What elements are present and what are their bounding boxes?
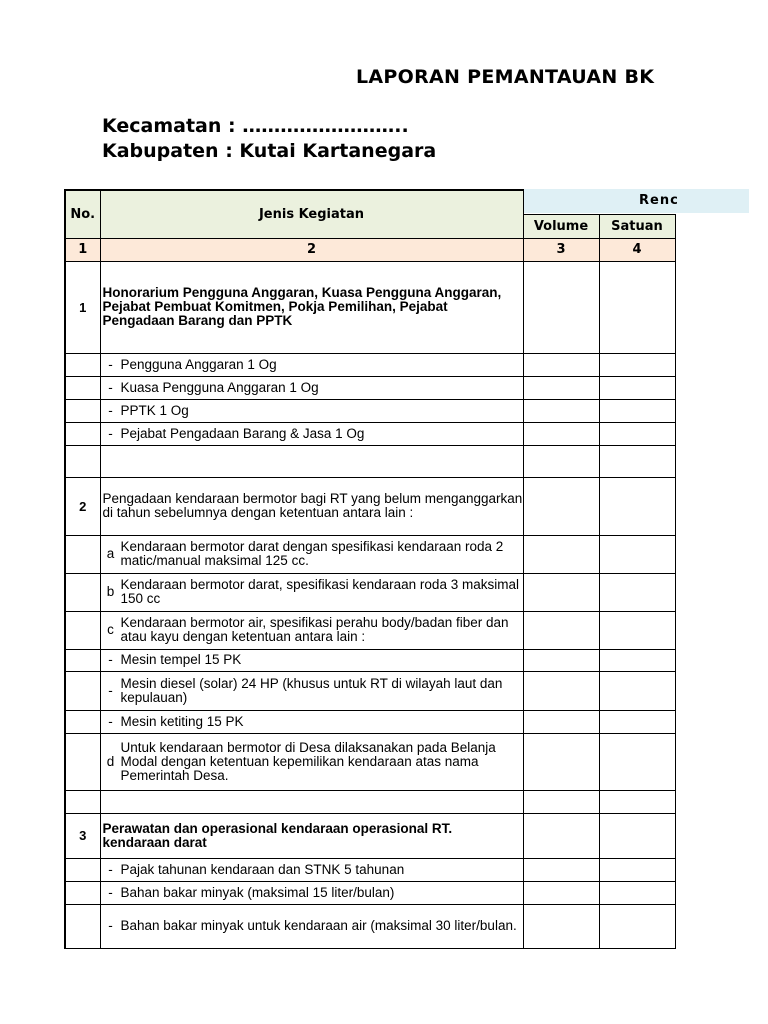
volume-cell	[523, 477, 599, 535]
header-satuan: Satuan	[599, 214, 675, 238]
header-rencana-cell	[523, 190, 675, 214]
satuan-cell	[599, 904, 675, 948]
item-text: Pengguna Anggaran 1 Og	[120, 356, 277, 372]
empty-cell	[100, 790, 523, 813]
volume-cell	[523, 261, 599, 353]
table-row	[65, 649, 675, 671]
satuan-cell	[599, 399, 675, 422]
item-text: PPTK 1 Og	[120, 402, 189, 418]
item-marker: -	[108, 402, 113, 418]
satuan-cell	[599, 376, 675, 399]
row-number	[65, 881, 100, 904]
satuan-cell	[599, 813, 675, 858]
table-row	[65, 399, 675, 422]
volume-cell	[523, 790, 599, 813]
kabupaten-label: Kabupaten : Kutai Kartanegara	[102, 140, 437, 162]
report-table	[64, 189, 676, 949]
row-number: 1	[65, 261, 100, 353]
item-text: Untuk kendaraan bermotor di Desa dilaksanakan pada Belanja Modal dengan ketentuan kepemilikan kendaraan atas nama Pemerintah Desa.	[120, 739, 496, 783]
column-number: 4	[599, 238, 675, 261]
row-number: 2	[65, 477, 100, 535]
item-marker: c	[107, 622, 114, 637]
activity-heading: Pengadaan kendaraan bermotor bagi RT yang belum menganggarkan di tahun sebelumnya dengan ketentuan antara lain :	[100, 477, 523, 535]
volume-cell	[523, 445, 599, 477]
volume-cell	[523, 573, 599, 611]
satuan-cell	[599, 790, 675, 813]
table-row	[65, 790, 675, 813]
row-number	[65, 671, 100, 710]
row-number	[65, 710, 100, 733]
activity-item	[100, 376, 523, 399]
column-number: 3	[523, 238, 599, 261]
activity-item	[100, 733, 523, 790]
activity-item	[100, 904, 523, 948]
row-number	[65, 649, 100, 671]
table-row	[65, 477, 675, 535]
activity-item	[100, 611, 523, 649]
volume-cell	[523, 399, 599, 422]
row-number	[65, 445, 100, 477]
activity-item	[100, 353, 523, 376]
activity-item	[100, 710, 523, 733]
header-volume: Volume	[523, 214, 599, 238]
table-row	[65, 445, 675, 477]
satuan-cell	[599, 573, 675, 611]
table-row	[65, 881, 675, 904]
volume-cell	[523, 858, 599, 881]
item-text: Mesin ketiting 15 PK	[120, 713, 244, 729]
row-number	[65, 399, 100, 422]
item-text: Bahan bakar minyak (maksimal 15 liter/bulan)	[120, 884, 395, 900]
table-row	[65, 904, 675, 948]
item-text: Kendaraan bermotor darat, spesifikasi kendaraan roda 3 maksimal 150 cc	[120, 577, 519, 606]
activity-heading: Perawatan dan operasional kendaraan operasional RT. kendaraan darat	[100, 813, 523, 858]
empty-cell	[100, 445, 523, 477]
table-row	[65, 535, 675, 573]
item-marker: b	[106, 584, 115, 599]
volume-cell	[523, 904, 599, 948]
item-marker: -	[108, 425, 113, 441]
item-marker: -	[108, 884, 113, 900]
table-row	[65, 858, 675, 881]
volume-cell	[523, 733, 599, 790]
table-row	[65, 422, 675, 445]
item-text: Kendaraan bermotor darat dengan spesifikasi kendaraan roda 2 matic/manual maksimal 125 cc.	[120, 539, 504, 568]
activity-item	[100, 535, 523, 573]
satuan-cell	[599, 649, 675, 671]
row-number	[65, 858, 100, 881]
volume-cell	[523, 710, 599, 733]
volume-cell	[523, 649, 599, 671]
volume-cell	[523, 376, 599, 399]
volume-cell	[523, 671, 599, 710]
table-row	[65, 353, 675, 376]
row-number: 3	[65, 813, 100, 858]
activity-item	[100, 881, 523, 904]
volume-cell	[523, 422, 599, 445]
table-row	[65, 671, 675, 710]
satuan-cell	[599, 477, 675, 535]
report-title: LAPORAN PEMANTAUAN BK	[356, 66, 655, 88]
item-text: Pajak tahunan kendaraan dan STNK 5 tahunan	[120, 861, 405, 877]
table-row	[65, 733, 675, 790]
table-row	[65, 611, 675, 649]
item-text: Kuasa Pengguna Anggaran 1 Og	[120, 379, 319, 395]
satuan-cell	[599, 858, 675, 881]
table-row	[65, 261, 675, 353]
satuan-cell	[599, 422, 675, 445]
item-text: Mesin diesel (solar) 24 HP (khusus untuk RT di wilayah laut dan kepulauan)	[120, 675, 503, 705]
activity-item	[100, 422, 523, 445]
row-number	[65, 904, 100, 948]
row-number	[65, 376, 100, 399]
volume-cell	[523, 353, 599, 376]
item-text: Pejabat Pengadaan Barang & Jasa 1 Og	[120, 425, 365, 441]
activity-heading: Honorarium Pengguna Anggaran, Kuasa Pengguna Anggaran, Pejabat Pembuat Komitmen, Pokja Pemilihan, Pejabat Pengadaan Barang dan PPTK	[100, 261, 523, 353]
item-marker: a	[106, 546, 115, 561]
table-row	[65, 573, 675, 611]
satuan-cell	[599, 881, 675, 904]
volume-cell	[523, 611, 599, 649]
activity-item	[100, 573, 523, 611]
satuan-cell	[599, 261, 675, 353]
item-text: Mesin tempel 15 PK	[120, 652, 242, 667]
kecamatan-label: Kecamatan : ……………………..	[102, 115, 409, 137]
item-marker: -	[108, 713, 113, 729]
activity-item	[100, 649, 523, 671]
satuan-cell	[599, 611, 675, 649]
activity-item	[100, 671, 523, 710]
satuan-cell	[599, 535, 675, 573]
table-row	[65, 376, 675, 399]
row-number	[65, 733, 100, 790]
row-number	[65, 573, 100, 611]
satuan-cell	[599, 445, 675, 477]
row-number	[65, 611, 100, 649]
row-number	[65, 535, 100, 573]
item-marker: -	[108, 356, 113, 372]
header-no: No.	[65, 190, 100, 238]
table-row	[65, 710, 675, 733]
satuan-cell	[599, 710, 675, 733]
volume-cell	[523, 535, 599, 573]
volume-cell	[523, 813, 599, 858]
row-number	[65, 422, 100, 445]
rencana-header: Renc	[639, 193, 679, 208]
row-number	[65, 353, 100, 376]
activity-item	[100, 858, 523, 881]
item-text: Kendaraan bermotor air, spesifikasi perahu body/badan fiber dan atau kayu dengan ketentuan antara lain :	[120, 615, 509, 644]
column-number: 1	[65, 238, 100, 261]
item-marker: -	[108, 652, 113, 667]
item-marker: -	[108, 379, 113, 395]
item-marker: d	[106, 753, 115, 769]
satuan-cell	[599, 671, 675, 710]
column-number: 2	[100, 238, 523, 261]
item-text: Bahan bakar minyak untuk kendaraan air (maksimal 30 liter/bulan.	[120, 918, 517, 933]
table-row	[65, 813, 675, 858]
satuan-cell	[599, 353, 675, 376]
item-marker: -	[108, 918, 113, 933]
header-jenis-kegiatan: Jenis Kegiatan	[100, 190, 523, 238]
satuan-cell	[599, 733, 675, 790]
row-number	[65, 790, 100, 813]
item-marker: -	[108, 861, 113, 877]
item-marker: -	[108, 682, 113, 698]
volume-cell	[523, 881, 599, 904]
activity-item	[100, 399, 523, 422]
